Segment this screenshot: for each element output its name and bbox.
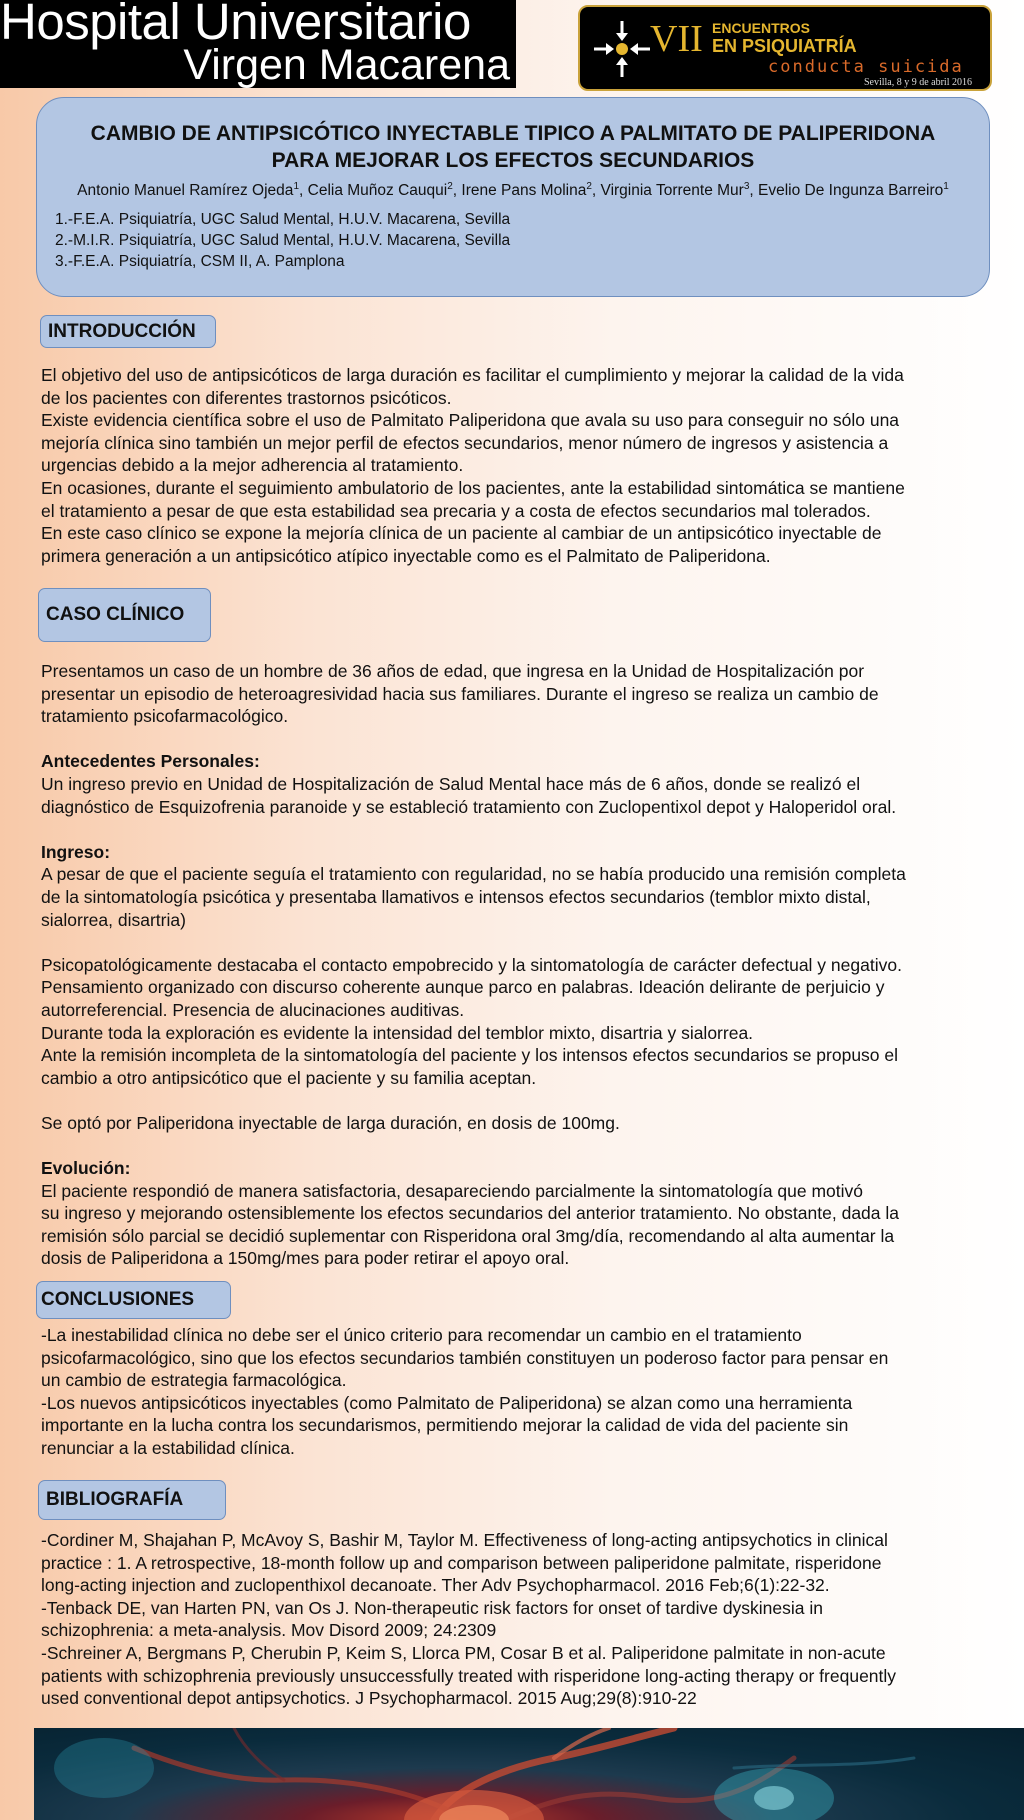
text-line: urgencias debido a la mejor adherencia al tratamiento. xyxy=(41,455,464,476)
title-line2: PARA MEJORAR LOS EFECTOS SECUNDARIOS xyxy=(271,149,755,172)
section-heading-bibliografia: BIBLIOGRAFÍA xyxy=(38,1480,226,1520)
text-line: diagnóstico de Esquizofrenia paranoide y se estableció tratamiento con Zuclopentixol depot y Haloperidol oral. xyxy=(41,796,897,817)
text-line: dosis de Paliperidona a 150mg/mes para poder retirar el apoyo oral. xyxy=(41,1248,570,1269)
text-line: Pensamiento organizado con discurso coherente aunque parco en palabras. Ideación delirante de perjuicio y xyxy=(41,977,885,998)
text-line: El paciente respondió de manera satisfactoria, desapareciendo parcialmente la sintomatología que motivó xyxy=(41,1180,864,1201)
author-name: Virginia Torrente Mur xyxy=(600,182,744,200)
author-affil-ref: 2 xyxy=(586,181,592,192)
author-affil-ref: 2 xyxy=(447,181,453,192)
text-line: En este caso clínico se expone la mejoría clínica de un paciente al cambiar de un antipsicótico inyectable de xyxy=(41,523,882,544)
event-date: Sevilla, 8 y 9 de abril 2016 xyxy=(863,77,972,88)
author-sep: , xyxy=(299,182,308,200)
text-line: importante en la lucha contra los secundarismos, permitiendo mejorar la calidad de vida del paciente sin xyxy=(41,1415,849,1436)
hospital-logo xyxy=(0,0,516,88)
text-line: un cambio de estrategia farmacológica. xyxy=(41,1370,347,1391)
event-logo xyxy=(578,5,992,91)
reference-line: practice : 1. A retrospective, 18-month follow up and comparison between paliperidone palmitate, risperidone xyxy=(41,1552,882,1573)
text-line: remisión sólo parcial se decidió suplementar con Risperidona oral 3mg/día, recomendando al alta aumentar la xyxy=(41,1225,895,1246)
affiliation: 3.-F.E.A. Psiquiatría, CSM II, A. Pamplona xyxy=(55,253,345,271)
text-line: Psicopatológicamente destacaba el contacto empobrecido y la sintomatología de carácter defectual y negativo. xyxy=(41,954,902,975)
affiliation: 1.-F.E.A. Psiquiatría, UGC Salud Mental, H.U.V. Macarena, Sevilla xyxy=(55,211,511,229)
subheading-evolucion: Evolución: xyxy=(41,1158,131,1179)
text-line: mejoría clínica sino también un mejor perfil de efectos secundarios, menor número de ingresos y asistencia a xyxy=(41,432,889,453)
event-topic: conducta suicida xyxy=(768,57,964,77)
intro-text xyxy=(41,364,991,567)
text-line: de la sintomatología psicótica y presentaba llamativos e intensos efectos secundarios (temblor mixto distal, xyxy=(41,886,871,907)
reference-line: schizophrenia: a meta-analysis. Mov Disord 2009; 24:2309 xyxy=(41,1620,497,1641)
affiliation: 2.-M.I.R. Psiquiatría, UGC Salud Mental, H.U.V. Macarena, Sevilla xyxy=(55,232,511,250)
author-name: Antonio Manuel Ramírez Ojeda xyxy=(77,182,294,200)
caso-text xyxy=(41,660,991,1270)
bibliografia-text xyxy=(41,1529,991,1710)
reference-line: used conventional depot antipsychotics. J Psychopharmacol. 2015 Aug;29(8):910-22 xyxy=(41,1688,697,1709)
text-line: A pesar de que el paciente seguía el tratamiento con regularidad, no se había producido una remisión completa xyxy=(41,864,906,885)
section-heading-conclusiones: CONCLUSIONES xyxy=(36,1281,231,1319)
neuron-image xyxy=(34,1728,1024,1820)
authors xyxy=(51,176,975,201)
text-line: Se optó por Paliperidona inyectable de larga duración, en dosis de 100mg. xyxy=(41,1112,620,1133)
hospital-name-line1: Hospital Universitario xyxy=(0,0,471,50)
section-heading-intro: INTRODUCCIÓN xyxy=(40,315,216,348)
text-line: Existe evidencia científica sobre el uso de Palmitato Paliperidona que avala su uso para conseguir no sólo una xyxy=(41,410,900,431)
text-line: su ingreso y mejorando ostensiblemente los efectos secundarios del anterior tratamiento. No obstante, dada la xyxy=(41,1203,899,1224)
text-line: el tratamiento a pesar de que esta estabilidad sea precaria y a costa de efectos secundarios mal tolerados. xyxy=(41,500,871,521)
event-title-line2: EN PSIQUIATRÍA xyxy=(712,36,857,56)
author-sep: , xyxy=(749,182,759,200)
reference-line: -Tenback DE, van Harten PN, van Os J. Non-therapeutic risk factors for onset of tardive dyskinesia in xyxy=(41,1597,824,1618)
author-affil-ref: 1 xyxy=(943,181,949,192)
text-line: presentar un episodio de heteroagresividad hacia sus familiares. Durante el ingreso se realiza un cambio de xyxy=(41,683,879,704)
event-edition: VII xyxy=(650,18,703,60)
subheading-antecedentes: Antecedentes Personales: xyxy=(41,751,260,772)
title-box xyxy=(36,97,990,297)
reference-line: patients with schizophrenia previously unsuccessfully treated with risperidone long-acting therapy or frequently xyxy=(41,1665,897,1686)
event-title-line1: ENCUENTROS xyxy=(712,20,811,36)
text-line: sialorrea, disartria) xyxy=(41,909,186,930)
author-sep: , xyxy=(591,182,601,200)
reference-line: long-acting injection and zuclopenthixol decanoate. Ther Adv Psychopharmacol. 2016 Feb;6(1):22-32. xyxy=(41,1575,830,1596)
text-line: Un ingreso previo en Unidad de Hospitalización de Salud Mental hace más de 6 años, donde se realizó el xyxy=(41,773,861,794)
affiliations xyxy=(51,209,975,272)
text-line: tratamiento psicofarmacológico. xyxy=(41,706,289,727)
text-line: Durante toda la exploración es evidente la intensidad del temblor mixto, disartria y sialorrea. xyxy=(41,1022,754,1043)
section-heading-caso: CASO CLÍNICO xyxy=(38,588,211,642)
text-line: En ocasiones, durante el seguimiento ambulatorio de los pacientes, ante la estabilidad sintomática se mantiene xyxy=(41,477,905,498)
conclusiones-text xyxy=(41,1324,991,1460)
subheading-ingreso: Ingreso: xyxy=(41,841,111,862)
author-affil-ref: 3 xyxy=(743,181,750,192)
author-name: Celia Muñoz Cauqui xyxy=(307,182,448,200)
author-name: Irene Pans Molina xyxy=(461,182,587,200)
text-line: -Los nuevos antipsicóticos inyectables (como Palmitato de Paliperidona) se alzan como una herramienta xyxy=(41,1392,853,1413)
text-line: autorreferencial. Presencia de alucinaciones auditivas. xyxy=(41,999,465,1020)
text-line: de los pacientes con diferentes trastornos psicóticos. xyxy=(41,387,452,408)
arrows-converge-icon xyxy=(590,17,654,81)
text-line: primera generación a un antipsicótico atípico inyectable como es el Palmitato de Paliperidona. xyxy=(41,545,771,566)
text-line: renunciar a la estabilidad clínica. xyxy=(41,1437,295,1458)
author-name: Evelio De Ingunza Barreiro xyxy=(758,182,944,200)
author-sep: , xyxy=(452,182,462,200)
reference-line: -Cordiner M, Shajahan P, McAvoy S, Bashir M, Taylor M. Effectiveness of long-acting antipsychotics in clinical xyxy=(41,1530,888,1550)
text-line: cambio a otro antipsicótico que el paciente y su familia aceptan. xyxy=(41,1067,537,1088)
hospital-name-line2: Virgen Macarena xyxy=(183,41,510,88)
text-line: El objetivo del uso de antipsicóticos de larga duración es facilitar el cumplimiento y mejorar la calidad de la vida xyxy=(41,365,904,385)
text-line: Ante la remisión incompleta de la sintomatología del paciente y los intensos efectos secundarios se propuso el xyxy=(41,1045,899,1066)
text-line: -La inestabilidad clínica no debe ser el único criterio para recomendar un cambio en el tratamiento xyxy=(41,1325,802,1345)
text-line: psicofarmacológico, sino que los efectos secundarios también constituyen un poderoso factor para pensar en xyxy=(41,1347,889,1368)
reference-line: -Schreiner A, Bergmans P, Cherubin P, Keim S, Llorca PM, Cosar B et al. Paliperidone palmitate in non-acute xyxy=(41,1642,886,1663)
title-line1: CAMBIO DE ANTIPSICÓTICO INYECTABLE TIPICO A PALMITATO DE PALIPERIDONA xyxy=(90,122,936,145)
neuron-illustration xyxy=(34,1728,1024,1820)
text-line: Presentamos un caso de un hombre de 36 años de edad, que ingresa en la Unidad de Hospitalización por xyxy=(41,661,865,681)
author-affil-ref: 1 xyxy=(293,181,299,192)
poster-title xyxy=(51,120,975,174)
